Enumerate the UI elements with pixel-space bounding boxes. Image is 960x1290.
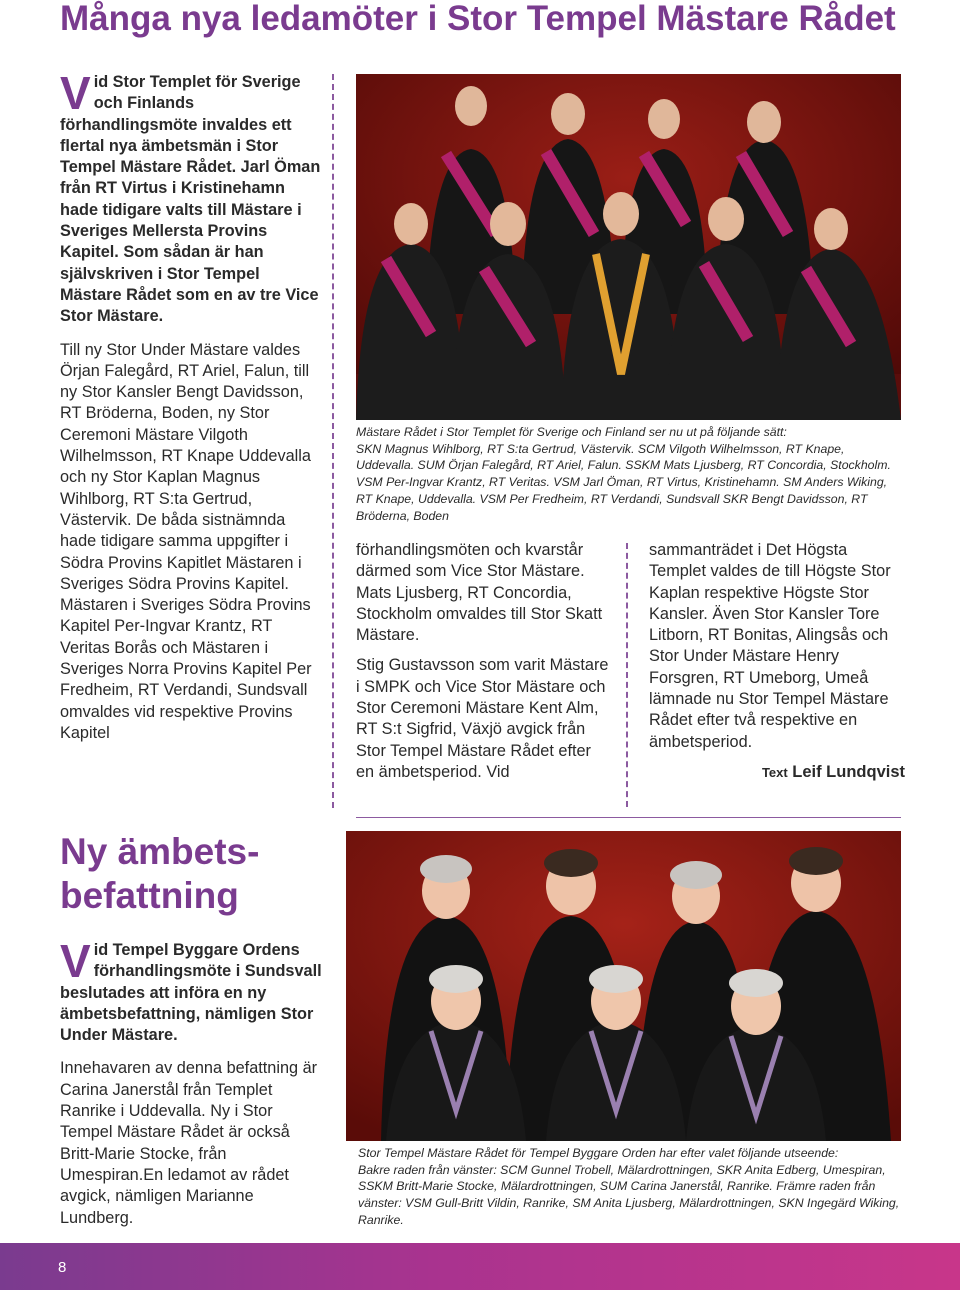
caption-line: SKN Magnus Wihlborg, RT S:ta Gertrud, Västervik. SCM Vilgoth Wilhelmsson, RT Knape, Uddevalla. SUM Örjan Falegård, RT Ariel, Falun. SSKM Mats Ljusberg, RT Concordia, Stockholm. VSM Per-Ingvar Krantz, RT Veritas. VSM Jarl Öman, RT Virtus, Kristinehamn. SM Anders Wiking, RT Knape, Uddevalla. VSM Per Fredheim, RT Verdandi, Sundsvall SKR Bengt Davidsson, RT Bröderna, Boden — [356, 441, 891, 523]
column-divider — [626, 543, 628, 807]
lead-text: id Stor Templet för Sverige och Finlands förhandlingsmöte invaldes ett flertal nya ämbetsmän i Stor Tempel Mästare Rådet. Jarl Öman från RT Virtus i Kristinehamn hade tidigare valts till Mästare i Sveriges Mellersta Provins Kapitel. Som sådan är han självskriven i Stor Tempel Mästare Rådet som en av tre Vice Stor Mästare. — [60, 73, 321, 326]
lead-paragraph-2 — [60, 935, 322, 1046]
body-paragraph: Till ny Stor Under Mästare valdes Örjan Falegård, RT Ariel, Falun, till ny Stor Kansler Bengt Davidsson, RT Bröderna, Boden, ny Stor Ceremoni Mästare Vilgoth Wilhelmsson, RT Knape Uddevalla och ny Stor Kaplan Magnus Wihlborg, RT S:ta Gertrud, Västervik. De båda sistnämnda hade tidigare samma uppgifter i Södra Provins Kapitlet Mästaren i Sveriges Södra Provins Kapitel. Mästaren i Sveriges Södra Provins Kapitel Per-Ingvar Krantz, RT Veritas Borås och Mästaren i Sveriges Norra Provins Kapitel Per Fredheim, RT Verdandi, Sundsvall omvaldes vid respektive Provins Kapitel — [60, 340, 312, 742]
left-column-2 — [60, 935, 322, 1238]
caption-line: Stor Tempel Mästare Rådet för Tempel Byggare Orden har efter valet följande utseende: — [358, 1146, 839, 1160]
drop-cap: V — [60, 935, 91, 987]
lead-paragraph — [60, 67, 322, 328]
left-column — [60, 67, 322, 753]
group-photo-men-image — [356, 74, 901, 420]
photo-caption-2 — [358, 1145, 903, 1229]
group-photo-women-image — [346, 831, 901, 1141]
right-column — [649, 540, 905, 783]
author-signature — [649, 762, 905, 783]
drop-cap: V — [60, 67, 91, 119]
signature-name: Leif Lundqvist — [792, 762, 905, 781]
footer-bar — [0, 1243, 960, 1290]
body-text-2 — [60, 1058, 322, 1228]
photo-caption-1 — [356, 424, 901, 524]
mid-paragraph: Stig Gustavsson som varit Mästare i SMPK och Vice Stor Mästare och Stor Ceremoni Mästare Kent Alm, RT S:t Sigfrid, Växjö avgick från Stor Tempel Mästare Rådet efter en ämbetsperiod. Vid — [356, 656, 609, 781]
column-divider — [332, 74, 334, 808]
caption-line: Bakre raden från vänster: SCM Gunnel Trobell, Mälardrottningen, SKR Anita Edberg, Umespiran, SSKM Britt-Marie Stocke, Mälardrottningen, SUM Carina Janerstål, Ranrike. Främre raden från vänster: VSM Gull-Britt Vildin, Ranrike, SM Anita Ljusberg, Mälardrottningen, SKN Ingegärd Wiking, Ranrike. — [358, 1162, 900, 1227]
body-paragraph: Innehavaren av denna befattning är Carina Janerstål från Templet Ranrike i Uddevalla. Ny i Stor Tempel Mästare Rådet är också Britt-Marie Stocke, från Umespiran.En ledamot av rådet avgick, nämligen Marianne Lundberg. — [60, 1059, 318, 1227]
right-paragraph: sammanträdet i Det Högsta Templet valdes de till Högste Stor Kaplan respektive Högste Stor Kansler. Även Stor Kansler Tore Litborn, RT Bonitas, Alingsås och Stor Under Mästare Henry Forsgren, RT Umeborg, Umeå lämnade nu Stor Tempel Mästare Rådet efter två respektive en ämbetsperiod. — [649, 541, 891, 751]
lead-text: id Tempel Byggare Ordens förhandlingsmöte i Sundsvall beslutades att införa en ny ämbetsbefattning, nämligen Stor Under Mästare. — [60, 941, 322, 1045]
middle-column — [356, 540, 612, 792]
body-text-left — [60, 340, 322, 745]
signature-label: Text — [761, 764, 788, 780]
caption-line: Mästare Rådet i Stor Templet för Sverige och Finland ser nu ut på följande sätt: — [356, 425, 787, 439]
group-photo-women — [346, 831, 901, 1141]
mid-paragraph: förhandlingsmöten och kvarstår därmed som Vice Stor Mästare. Mats Ljusberg, RT Concordia, Stockholm omvaldes till Stor Skatt Mästare. — [356, 541, 603, 645]
section-divider — [356, 817, 901, 818]
group-photo-men — [356, 74, 901, 420]
page-headline: Många nya ledamöter i Stor Tempel Mästare Rådet — [60, 0, 896, 38]
page-number: 8 — [58, 1259, 67, 1276]
section-heading: Ny ämbets-befattning — [60, 831, 260, 916]
